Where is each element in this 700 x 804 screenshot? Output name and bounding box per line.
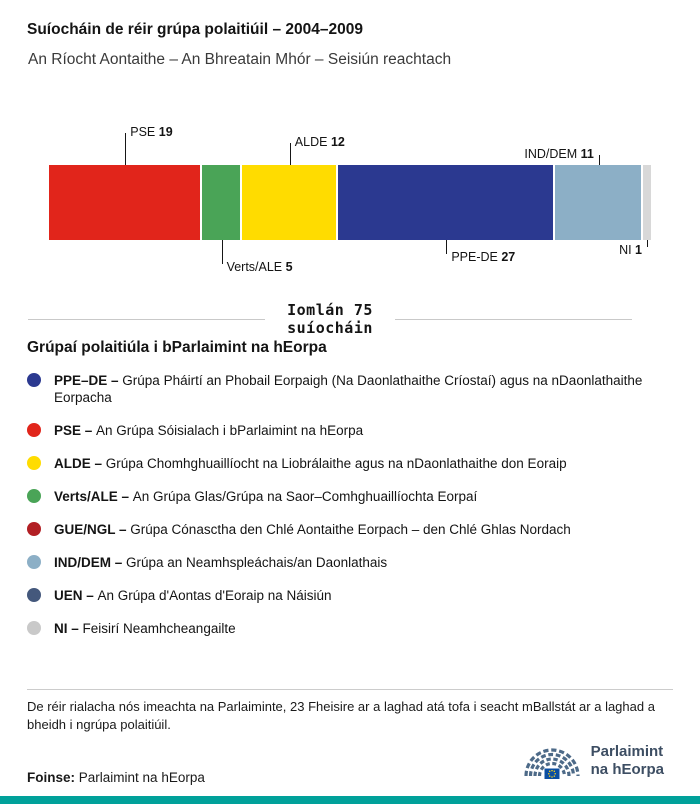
- stacked-seat-bar: [49, 165, 651, 240]
- legend-dot-pse: [27, 423, 41, 437]
- callout-label-ni: NI 1: [619, 243, 642, 257]
- bar-segment-verts-ale: [202, 165, 242, 240]
- footnote-divider: [27, 689, 673, 690]
- ep-logo-line1: Parlaimint: [590, 742, 664, 760]
- legend-dot-ppe-de: [27, 373, 41, 387]
- source-value: Parlaimint na hEorpa: [78, 770, 205, 785]
- legend-dot-gue-ngl: [27, 522, 41, 536]
- total-seats-label: [287, 301, 373, 337]
- bar-segment-pse: [49, 165, 202, 240]
- legend-item-ind-dem: [27, 554, 669, 571]
- legend-item-ppe-de: [27, 372, 669, 406]
- callout-tick-ni: [647, 240, 648, 247]
- divider-right: [395, 319, 632, 320]
- bar-segment-ind-dem: [555, 165, 643, 240]
- ep-logo: [523, 735, 664, 786]
- callout-label-ind-dem: IND/DEM 11: [524, 147, 594, 161]
- bottom-accent-bar: [0, 796, 700, 804]
- legend-item-alde: [27, 455, 669, 472]
- callout-tick-ppe-de: [446, 240, 447, 254]
- callout-tick-alde: [290, 143, 291, 165]
- legend-item-pse: [27, 422, 669, 439]
- legend-text-verts-ale: Verts/ALE – An Grúpa Glas/Grúpa na Saor–Comhghuaillíochta Eorpaí: [54, 489, 478, 504]
- legend-heading: Grúpaí polaitiúla i bParlaimint na hEorpa: [27, 339, 327, 356]
- legend-text-pse: PSE – An Grúpa Sóisialach i bParlaimint na hEorpa: [54, 423, 364, 438]
- source-label: Foinse:: [27, 770, 76, 785]
- legend-text-ind-dem: IND/DEM – Grúpa an Neamhspleáchais/an Daonlathais: [54, 555, 388, 570]
- legend-text-ni: NI – Feisirí Neamhcheangailte: [54, 621, 236, 636]
- legend-dot-alde: [27, 456, 41, 470]
- callout-label-pse: PSE 19: [130, 125, 173, 139]
- legend-dot-verts-ale: [27, 489, 41, 503]
- legend-dot-uen: [27, 588, 41, 602]
- callout-tick-verts-ale: [222, 240, 223, 264]
- ep-logo-text: [591, 743, 664, 779]
- callout-label-alde: ALDE 12: [294, 135, 345, 149]
- legend-text-uen: UEN – An Grúpa d'Aontas d'Eoraip na Náisiún: [54, 588, 332, 603]
- ep-logo-line2: na hEorpa: [590, 760, 664, 778]
- divider-left: [28, 319, 265, 320]
- legend-item-uen: [27, 587, 669, 604]
- footnote: De réir rialacha nós imeachta na Parlaiminte, 23 Fheisire ar a laghad atá tofa i seacht mBallstát ar a laghad a bheidh i ngrúpa polaitiúil.: [27, 699, 655, 732]
- total-seats-line2: suíocháin: [287, 319, 373, 337]
- bar-segment-ni: [643, 165, 651, 240]
- callout-tick-ind-dem: [599, 155, 600, 165]
- page-subtitle: An Ríocht Aontaithe – An Bhreatain Mhór – Seisiún reachtach: [28, 51, 452, 68]
- page-title: Suíocháin de réir grúpa polaitiúil – 2004–2009: [27, 21, 363, 38]
- bar-segment-ppe-de: [338, 165, 555, 240]
- legend-text-gue-ngl: GUE/NGL – Grúpa Cónasctha den Chlé Aontaithe Eorpach – den Chlé Ghlas Nordach: [54, 522, 571, 537]
- legend-item-gue-ngl: [27, 521, 669, 538]
- total-seats-row: [28, 301, 632, 337]
- legend-item-verts-ale: [27, 488, 669, 505]
- callout-label-ppe-de: PPE-DE 27: [451, 250, 516, 264]
- legend-item-ni: [27, 620, 669, 637]
- legend-dot-ind-dem: [27, 555, 41, 569]
- bar-segment-alde: [242, 165, 338, 240]
- legend-text-ppe-de: PPE–DE – Grúpa Pháirtí an Phobail Eorpaigh (Na Daonlathaithe Críostaí) agus na nDaonlathaithe Eorpacha: [54, 373, 643, 405]
- total-seats-line1: Iomlán 75: [287, 301, 373, 319]
- hemicycle-icon: [523, 735, 581, 786]
- source-line: [27, 770, 205, 785]
- legend-text-alde: ALDE – Grúpa Chomhghuaillíocht na Liobrálaithe agus na nDaonlathaithe don Eoraip: [54, 456, 567, 471]
- legend: [27, 372, 669, 637]
- callout-label-verts-ale: Verts/ALE 5: [226, 260, 293, 274]
- callout-tick-pse: [125, 133, 126, 165]
- legend-dot-ni: [27, 621, 41, 635]
